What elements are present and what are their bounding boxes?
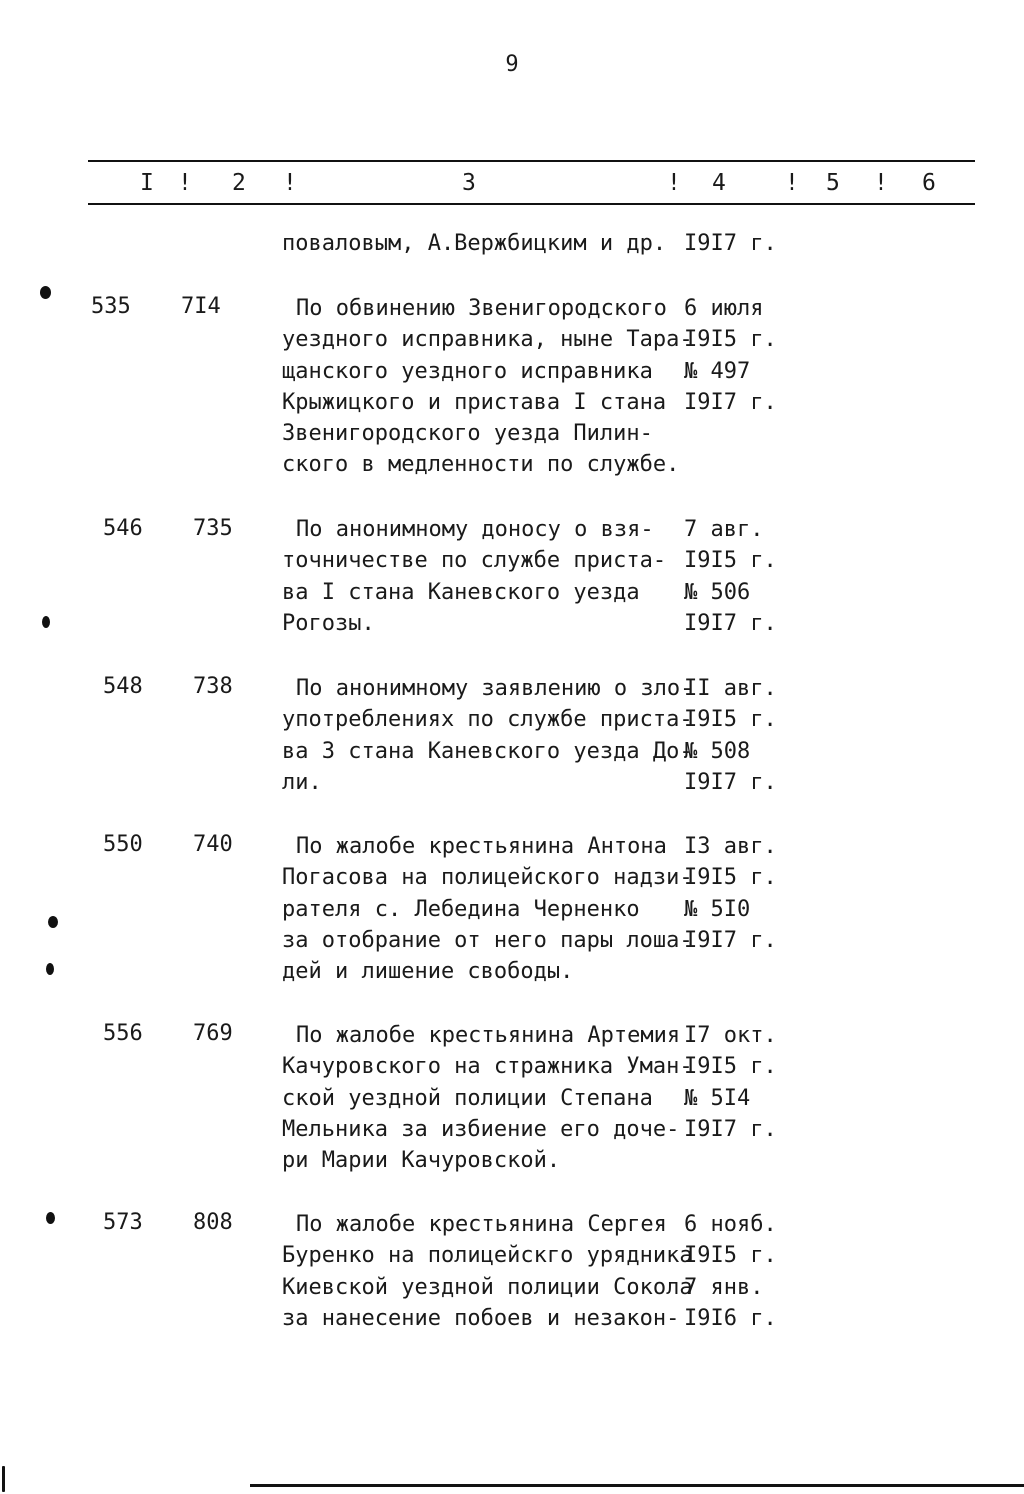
file-number: 740 [193, 832, 233, 857]
entry-description [282, 831, 693, 987]
entry-dates [684, 1020, 777, 1145]
file-number: 738 [193, 674, 233, 699]
date-line: I9I5 г. [684, 1243, 777, 1269]
page-number: 9 [505, 52, 519, 77]
date-line: I9I5 г. [684, 865, 777, 891]
date-line: № 508 [684, 738, 751, 764]
date-line: 6 нояб. [684, 1212, 777, 1237]
date-line: I9I5 г. [684, 707, 777, 733]
header-top-rule [88, 160, 975, 162]
description-line: ского в медленности по службе. [282, 452, 680, 478]
scan-mark [2, 1466, 5, 1492]
entry-number: 548 [103, 674, 143, 699]
description-line: ли. [282, 769, 322, 795]
description-line: точничестве по службе приста- [282, 548, 667, 574]
description-line: ва I стана Каневского уезда [282, 579, 640, 605]
file-number: 735 [193, 516, 233, 541]
entry-number: 573 [103, 1210, 143, 1235]
scan-mark [48, 916, 58, 928]
col-separator: ! [178, 170, 192, 196]
description-line: щанского уездного исправника [282, 358, 653, 384]
entry-dates [684, 293, 777, 418]
col-header-6: 6 [922, 170, 936, 196]
date-line: I7 окт. [684, 1023, 777, 1048]
col-header-1: I [140, 170, 154, 196]
description-line: рателя с. Лебедина Черненко [282, 896, 640, 922]
entry-dates [684, 673, 777, 798]
date-line: I9I7 г. [684, 610, 777, 636]
file-number: 769 [193, 1021, 233, 1046]
date-line: I3 авг. [684, 834, 777, 859]
description-line: употреблениях по службе приста- [282, 707, 693, 733]
file-number: 808 [193, 1210, 233, 1235]
col-separator: ! [785, 170, 799, 196]
entry-number: 550 [103, 832, 143, 857]
col-separator: ! [667, 170, 681, 196]
date-line: I9I7 г. [684, 769, 777, 795]
date-line: 7 авг. [684, 517, 764, 542]
description-line: Буренко на полицейскго урядника [282, 1243, 693, 1269]
description-line: за отобрание от него пары лоша- [282, 927, 693, 953]
description-line: По анонимному доносу о взя- [296, 517, 654, 542]
date-line: № 5I4 [684, 1085, 751, 1111]
entry-description [282, 293, 693, 481]
date-line: № 497 [684, 358, 751, 384]
date-line: I9I5 г. [684, 327, 777, 353]
description-line: Киевской уездной полиции Сокола [282, 1274, 693, 1300]
description-line: Мельника за избиение его доче- [282, 1116, 680, 1142]
description-line: По жалобе крестьянина Артемия [296, 1023, 681, 1048]
description-line: ва 3 стана Каневского уезда До- [282, 738, 693, 764]
date-line: I9I5 г. [684, 548, 777, 574]
file-number: 7I4 [181, 294, 221, 319]
header-bottom-rule [88, 203, 975, 205]
description-line: Погасова на полицейского надзи- [282, 865, 693, 891]
date-line: II авг. [684, 676, 777, 701]
description-line: за нанесение побоев и незакон- [282, 1305, 680, 1331]
description-line: Крыжицкого и пристава I стана [282, 389, 667, 415]
date-line: № 5I0 [684, 896, 751, 922]
col-separator: ! [283, 170, 297, 196]
description-line: ской уездной полиции Степана [282, 1085, 653, 1111]
entry-description [282, 673, 693, 798]
entry-number: 556 [103, 1021, 143, 1046]
date-line: I9I5 г. [684, 1054, 777, 1080]
date-line: № 506 [684, 579, 751, 605]
entry-number: 546 [103, 516, 143, 541]
date-line: I9I6 г. [684, 1305, 777, 1331]
description-line: Качуровского на стражника Уман- [282, 1054, 693, 1080]
description-line: ри Марии Качуровской. [282, 1148, 561, 1174]
continuation-text: поваловым, А.Вержбицким и др. [282, 231, 667, 256]
col-header-5: 5 [826, 170, 840, 196]
entry-description [282, 1020, 693, 1176]
entry-description [282, 514, 666, 639]
description-line: Звенигородского уезда Пилин- [282, 421, 653, 447]
entry-description [282, 1209, 693, 1334]
col-separator: ! [874, 170, 888, 196]
description-line: Рогозы. [282, 610, 375, 636]
entry-dates [684, 1209, 777, 1334]
description-line: По обвинению Звенигородского [296, 296, 667, 321]
scan-mark [40, 286, 51, 299]
description-line: По жалобе крестьянина Сергея [296, 1212, 667, 1237]
col-header-4: 4 [712, 170, 726, 196]
description-line: уездного исправника, ныне Тара- [282, 327, 693, 353]
scan-mark [46, 1212, 55, 1224]
scan-mark [42, 616, 50, 628]
date-line: 7 янв. [684, 1274, 764, 1300]
continuation-date: I9I7 г. [684, 231, 777, 256]
entry-number: 535 [91, 294, 131, 319]
scan-mark [46, 963, 54, 975]
description-line: дей и лишение свободы. [282, 959, 574, 985]
col-header-3: 3 [462, 170, 476, 196]
page-bottom-rule [250, 1484, 1024, 1487]
description-line: По анонимному заявлению о зло- [296, 676, 694, 701]
date-line: I9I7 г. [684, 927, 777, 953]
description-line: По жалобе крестьянина Антона [296, 834, 667, 859]
col-header-2: 2 [232, 170, 246, 196]
entry-dates [684, 831, 777, 956]
date-line: I9I7 г. [684, 1116, 777, 1142]
date-line: I9I7 г. [684, 389, 777, 415]
date-line: 6 июля [684, 296, 764, 321]
entry-dates [684, 514, 777, 639]
